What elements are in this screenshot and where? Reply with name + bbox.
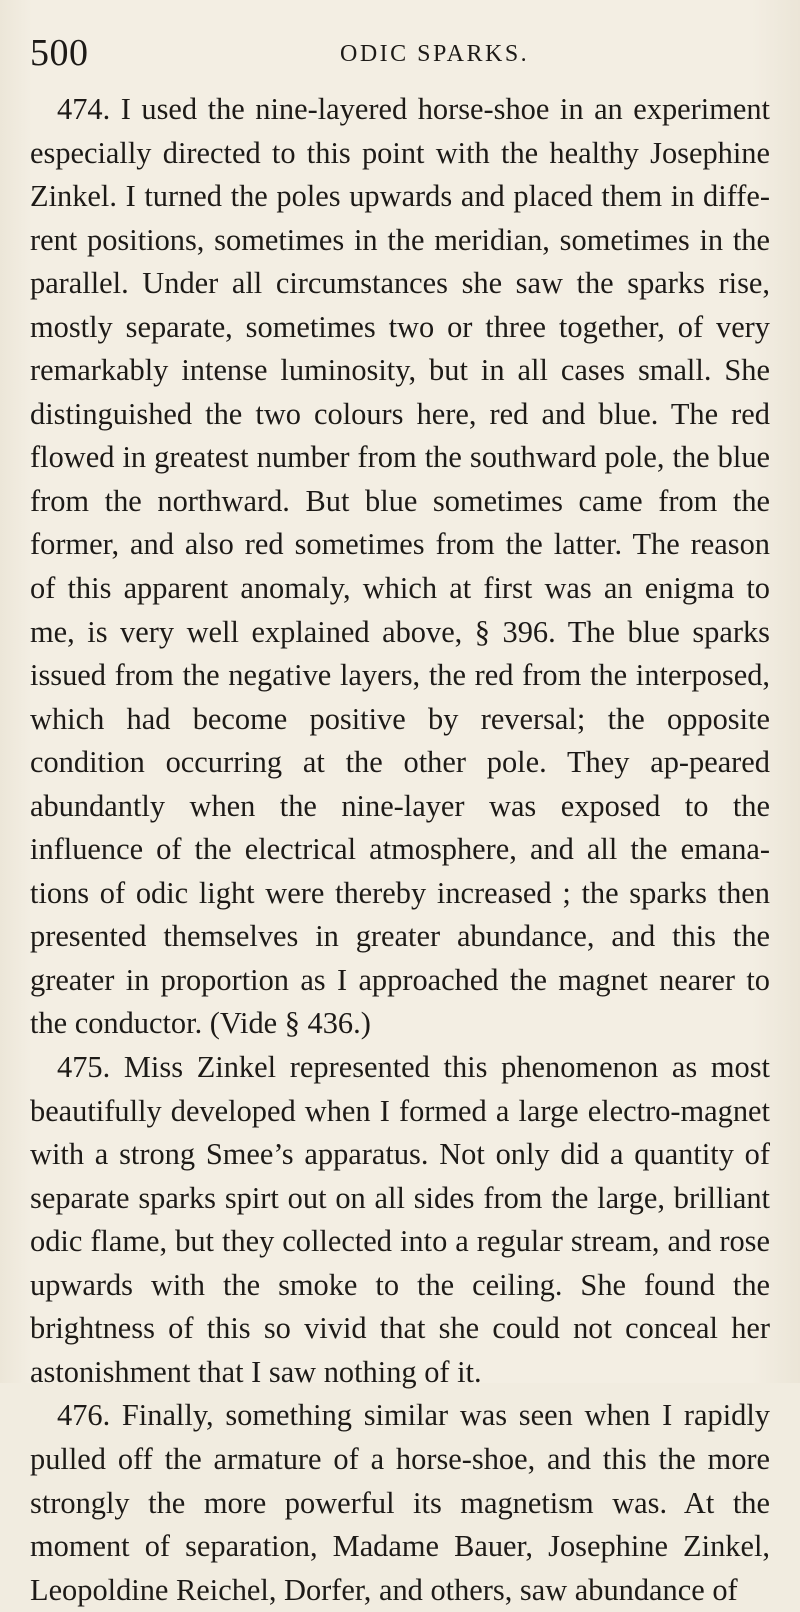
page-number: 500 xyxy=(30,32,89,74)
paragraph-475: 475. Miss Zinkel represented this phenomenon as most beautifully developed when I formed a large electro-magnet with a strong Smee’s apparatus. Not only did a quantity of separate sparks spirt out on all sides from the large, brilliant odic flame, but they collected into a regular stream, and rose upwards with the smoke to the ceiling. She found the brightness of this so vivid that she could not conceal her astonishment that I saw nothing of it. xyxy=(30,1050,770,1389)
running-title: ODIC SPARKS. xyxy=(340,41,530,67)
body-text xyxy=(30,88,770,1612)
paragraph-474: 474. I used the nine-layered horse-shoe in an experiment especially directed to this point with the healthy Josephine Zinkel. I turned the poles upwards and placed them in diffe-rent positions, sometimes in the meridian, sometimes in the parallel. Under all circumstances she saw the sparks rise, mostly separate, sometimes two or three together, of very remarkably intense luminosity, but in all cases small. She distinguished the two colours here, red and blue. The red flowed in greatest number from the southward pole, the blue from the northward. But blue sometimes came from the former, and also red sometimes from the latter. The reason of this apparent anomaly, which at first was an enigma to me, is very well explained above, § 396. The blue sparks issued from the negative layers, the red from the interposed, which had become positive by reversal; the opposite condition occurring at the other pole. They ap-peared abundantly when the nine-layer was exposed to the influence of the electrical atmosphere, and all the emana-tions of odic light were thereby increased ; the sparks then presented themselves in greater abundance, and this the greater in proportion as I approached the magnet nearer to the conductor. (Vide § 436.) xyxy=(30,92,770,1041)
paragraph-476: 476. Finally, something similar was seen when I rapidly pulled off the armature of a horse-shoe, and this the more strongly the more powerful its magnetism was. At the moment of separation, Madame Bauer, Josephine Zinkel, Leopoldine Reichel, Dorfer, and others, saw abundance of xyxy=(30,1398,770,1607)
running-head xyxy=(30,28,770,78)
